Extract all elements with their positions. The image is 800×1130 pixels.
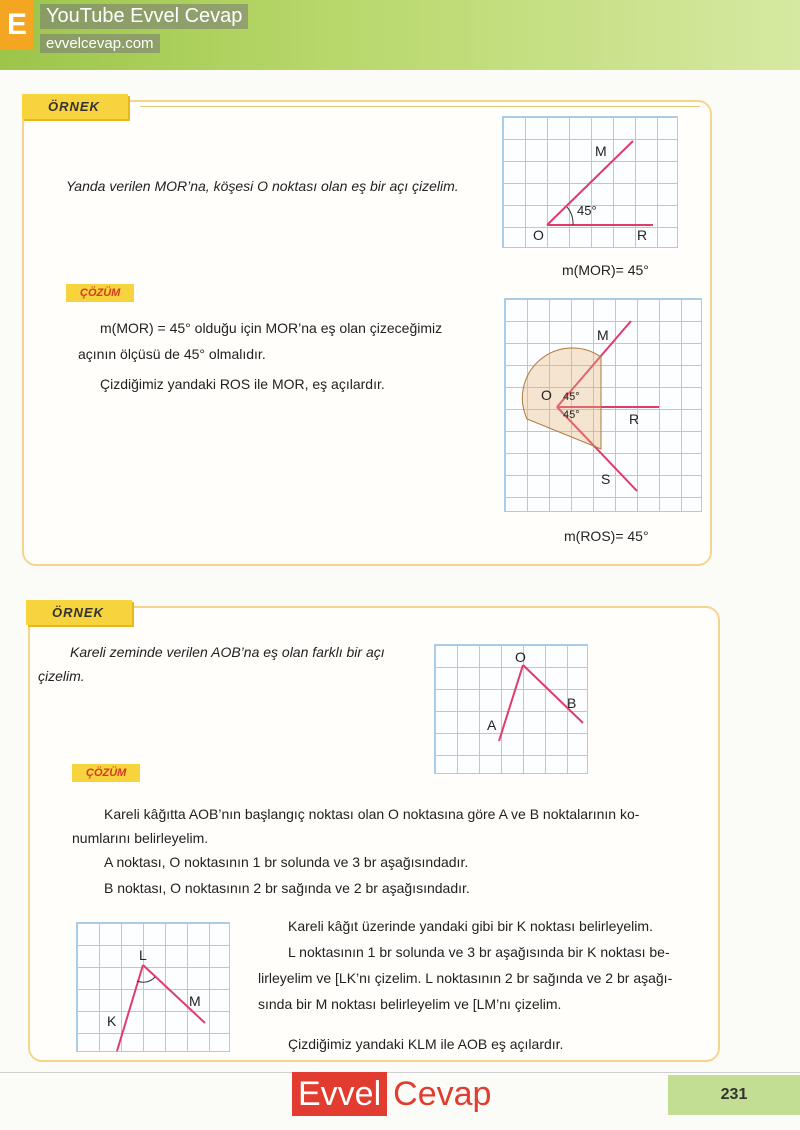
example1-measure: m(MOR)= 45° [562,262,649,278]
label-o: O [533,227,544,243]
example2-grid [434,644,588,774]
label-r2: R [629,411,640,427]
label-b: B [567,695,577,711]
example2-final: Çizdiğimiz yandaki KLM ile AOB eş açılardır. [288,1036,564,1052]
example2-solution-rays [77,923,231,1053]
logo-left: Evvel [292,1072,387,1116]
footer-logo [292,1072,497,1116]
example1-measure2: m(ROS)= 45° [564,528,649,544]
example2-tag: ÖRNEK [26,600,132,625]
ray-lk [117,965,143,1051]
example1-sol-line3: Çizdiğimiz yandaki ROS ile MOR, eş açılardır. [100,376,385,392]
label-a2: 45° [563,409,580,421]
channel-title: YouTube Evvel Cevap [40,4,248,29]
label-m2: M [597,327,609,343]
example2-right-line4: sında bir M noktası belirleyelim ve [LM’nı çizelim. [258,996,562,1012]
example1-solution-grid [504,298,702,512]
label-r: R [637,227,648,243]
example1-solution-tag: ÇÖZÜM [66,284,134,302]
label-s: S [601,471,611,487]
label-l: L [139,947,147,963]
label-a: A [487,717,497,733]
example1-rays [503,117,679,249]
logo-right: Cevap [393,1075,492,1113]
example2-right-line3: lirleyelim ve [LK’nı çizelim. L noktasının 2 br sağında ve 2 br aşağı- [258,970,673,986]
example1-sol-line2: açının ölçüsü de 45° olmalıdır. [78,346,266,362]
ray-ob [523,665,583,723]
example2-sol-line1: Kareli kâğıtta AOB’nın başlangıç noktası olan O noktasına göre A ve B noktalarının ko- [104,806,640,822]
example2-rays [435,645,589,775]
label-k: K [107,1013,117,1029]
example1-tag-line [140,106,700,107]
example2-sol-line4: B noktası, O noktasının 2 br sağında ve 2 br aşağısındadır. [104,880,470,896]
example2-prompt-line2: çizelim. [38,668,85,684]
protractor-shape [522,348,601,449]
example1-prompt: Yanda verilen MOR’na, köşesi O noktası olan eş bir açı çizelim. [66,178,459,194]
label-a1: 45° [563,391,580,403]
label-m: M [595,143,607,159]
label-o2: O [541,387,552,403]
site-link[interactable]: evvelcevap.com [40,34,160,53]
example2-prompt-line1: Kareli zeminde verilen AOB’na eş olan farklı bir açı [70,644,385,660]
page-number: 231 [668,1075,800,1115]
example2-sol-line3: A noktası, O noktasının 1 br solunda ve 3 br aşağısındadır. [104,854,469,870]
example1-tag: ÖRNEK [22,94,128,119]
example2-solution-tag: ÇÖZÜM [72,764,140,782]
example2-sol-line2: numlarını belirleyelim. [72,830,209,846]
label-m3: M [189,993,201,1009]
example1-grid [502,116,678,248]
example2-right-line2: L noktasının 1 br solunda ve 3 br aşağısında bir K noktası be- [288,944,670,960]
ray-oa [499,665,523,741]
example2-solution-grid [76,922,230,1052]
label-o3: O [515,649,526,665]
example1-sol-line1: m(MOR) = 45° olduğu için MOR’na eş olan çizeceğimiz [100,320,443,336]
chapter-badge: E [0,0,34,50]
example2-right-line1: Kareli kâğıt üzerinde yandaki gibi bir K noktası belirleyelim. [288,918,653,934]
angle-arc [567,207,573,225]
label-angle: 45° [577,203,597,218]
